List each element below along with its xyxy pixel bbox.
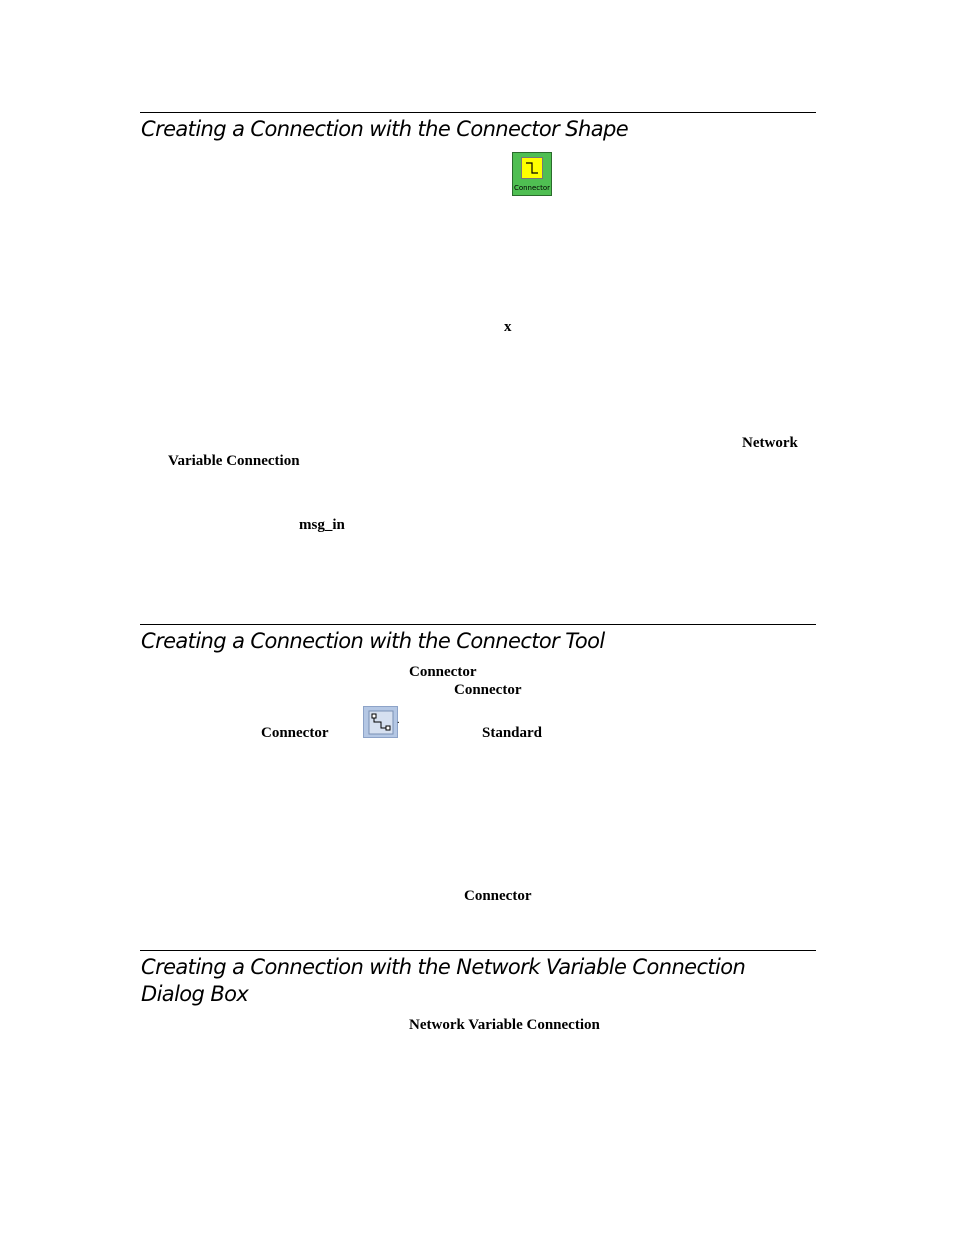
text-network-variable-connection: Network Variable Connection bbox=[409, 1017, 600, 1033]
text-variable-connection: Variable Connection bbox=[168, 453, 300, 469]
section-divider bbox=[140, 624, 816, 625]
text-network: Network bbox=[742, 435, 798, 451]
section-heading-nv-connection bbox=[141, 954, 821, 1008]
text-connector: Connector bbox=[261, 725, 329, 741]
text-connector: Connector bbox=[409, 664, 477, 680]
section-divider bbox=[140, 950, 816, 951]
text-connector: Connector bbox=[464, 888, 532, 904]
section-divider bbox=[140, 112, 816, 113]
text-standard: Standard bbox=[482, 725, 543, 741]
section-heading-connector-tool: Creating a Connection with the Connector Tool bbox=[141, 629, 605, 653]
text-connector: Connector bbox=[454, 682, 522, 698]
connector-tool-icon bbox=[363, 706, 398, 738]
period-mark: . bbox=[397, 715, 400, 726]
connector-shape-icon bbox=[512, 152, 552, 196]
heading-line-1: Creating a Connection with the Network Variable Connection bbox=[141, 955, 746, 979]
section-heading-connector-shape: Creating a Connection with the Connector Shape bbox=[141, 117, 629, 141]
heading-line-2: Dialog Box bbox=[141, 982, 249, 1006]
connector-glyph bbox=[521, 157, 543, 179]
text-x: x bbox=[504, 319, 512, 335]
connector-shape-caption: Connector bbox=[513, 184, 551, 192]
text-msg-in: msg_in bbox=[299, 517, 345, 533]
